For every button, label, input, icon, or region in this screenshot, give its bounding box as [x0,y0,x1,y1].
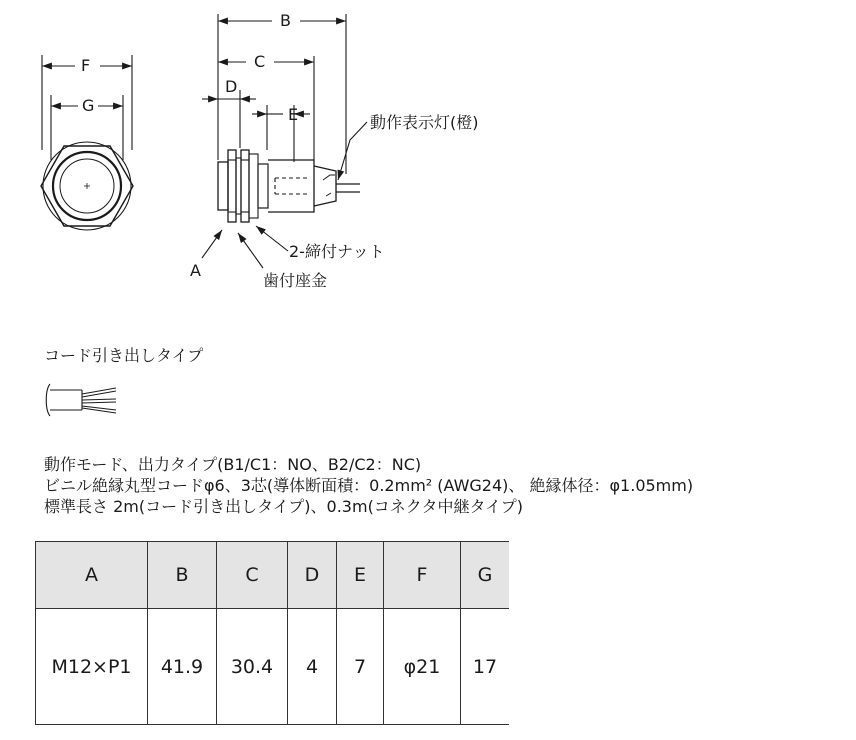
dimension-table-header [36,542,510,609]
col-header-a: A [36,542,148,609]
cell-f: φ21 [384,609,461,725]
indicator-lamp-label: 動作表示灯(橙) [370,113,479,132]
col-header-c: C [217,542,288,609]
table-row [36,609,510,725]
cell-b: 41.9 [148,609,217,725]
dim-label-b: B [280,11,291,30]
note-operation-mode: 動作モード、出力タイプ(B1/C1：NO、B2/C2：NC) [44,455,422,474]
col-header-g: G [461,542,510,609]
cell-c: 30.4 [217,609,288,725]
dim-label-c: C [254,52,266,71]
dim-label-f: F [81,56,91,75]
dim-label-d: D [225,77,238,96]
col-header-e: E [337,542,384,609]
dim-label-g: G [82,96,95,115]
cord-type-title: コード引き出しタイプ [44,346,204,365]
cord-symbol-icon [42,380,132,420]
sensor-dimension-drawing [0,0,856,330]
cell-d: 4 [288,609,337,725]
dimension-table [35,541,509,725]
col-header-f: F [384,542,461,609]
col-header-d: D [288,542,337,609]
note-standard-length: 標準長さ 2m(コード引き出しタイプ)、0.3m(コネクタ中継タイプ) [44,497,523,516]
cell-e: 7 [337,609,384,725]
note-cable-spec: ビニル絶縁丸型コードφ6、3芯(導体断面積：0.2mm² (AWG24)、 絶縁体径：φ1.05mm) [44,476,694,495]
col-header-b: B [148,542,217,609]
nut-label: 2-締付ナット [289,242,385,261]
toothed-washer-label: 歯付座金 [263,271,328,290]
cell-g: 17 [461,609,510,725]
callout-a-label: A [190,261,201,280]
dim-label-e: E [288,105,299,124]
cell-a: M12×P1 [36,609,148,725]
